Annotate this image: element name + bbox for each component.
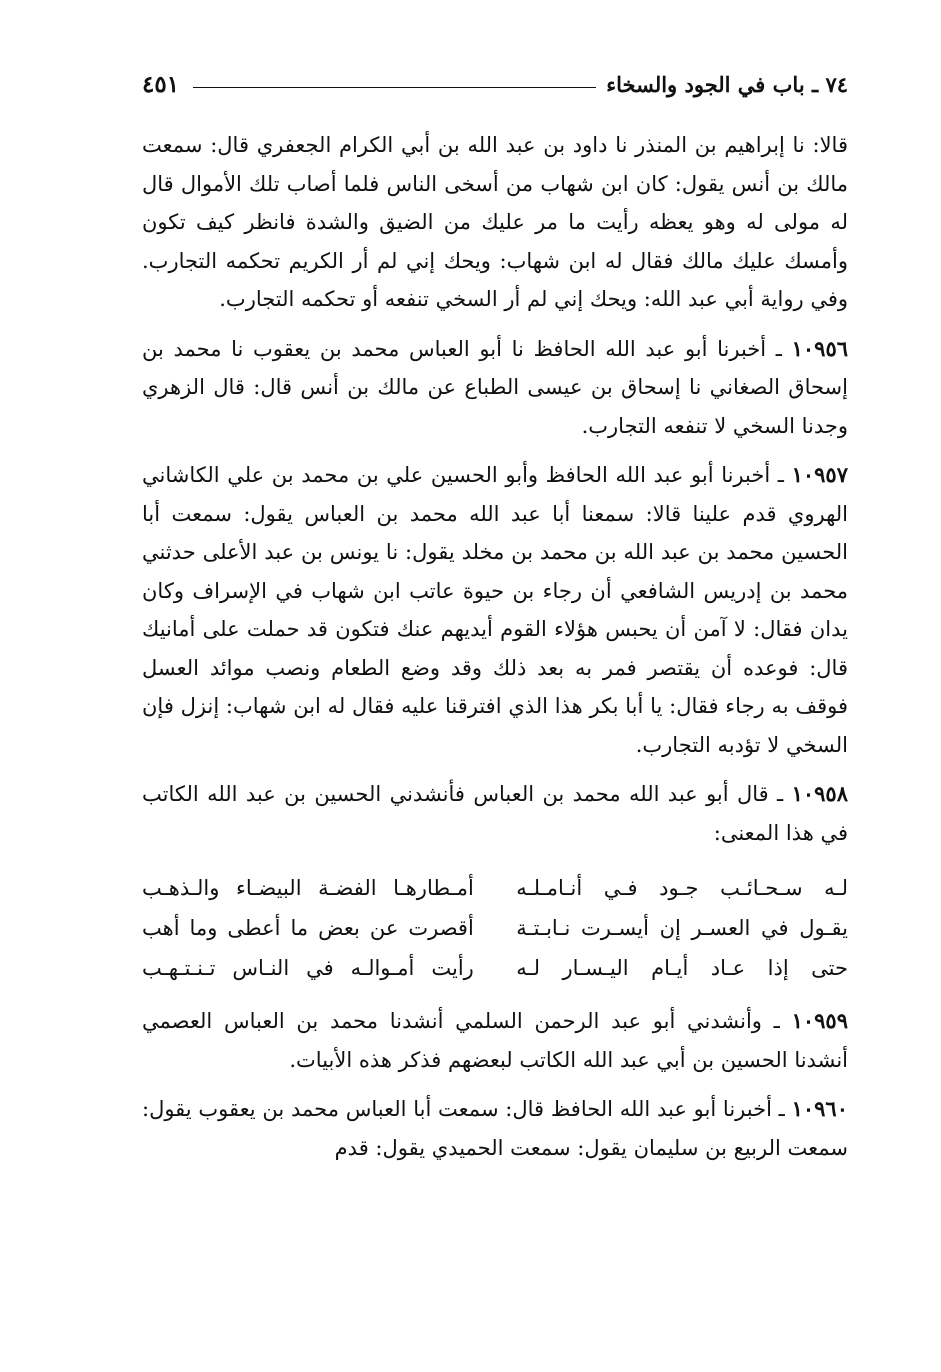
hadith-number: ١٠٩٥٧ bbox=[791, 462, 848, 487]
paragraph-text: ـ قال أبو عبد الله محمد بن العباس فأنشدني الحسين بن عبد الله الكاتب في هذا المعنى: bbox=[142, 782, 848, 845]
poem bbox=[142, 868, 848, 988]
hadith-paragraph bbox=[142, 1002, 848, 1079]
poem-verse bbox=[142, 908, 848, 948]
running-header bbox=[142, 62, 848, 106]
verse-second-hemistich: أقصرت عن بعض ما أعطى وما أهب bbox=[142, 916, 474, 940]
hadith-number: ١٠٩٥٦ bbox=[791, 335, 849, 361]
hadith-paragraph bbox=[142, 330, 848, 446]
hadith-paragraph bbox=[142, 775, 848, 852]
paragraph-text: ـ أخبرنا أبو عبد الله الحافظ نا أبو العباس محمد بن يعقوب نا محمد بن إسحاق الصغاني نا إسحاق بن عيسى الطباع عن مالك بن أنس قال: قال الزهري وجدنا السخي لا تنفعه التجارب. bbox=[142, 336, 848, 438]
verse-first-hemistich: لـه سـحـائـب جـود فـي أنـامـلـه bbox=[516, 876, 848, 900]
paragraph-text: ـ أخبرنا أبو عبد الله الحافظ قال: سمعت أبا العباس محمد بن يعقوب يقول: سمعت الربيع بن سليمان يقول: سمعت الحميدي يقول: قدم bbox=[142, 1097, 848, 1160]
hadith-number: ١٠٩٥٨ bbox=[791, 781, 848, 806]
paragraph-continuation bbox=[142, 126, 848, 319]
hadith-number: ١٠٩٦٠ bbox=[791, 1096, 848, 1121]
poem-verse bbox=[142, 948, 848, 988]
paragraph-text: ـ وأنشدني أبو عبد الرحمن السلمي أنشدنا محمد بن العباس العصمي أنشدنا الحسين بن أبي عبد الله الكاتب لبعضهم فذكر هذه الأبيات. bbox=[142, 1009, 848, 1072]
paragraph-text: قالا: نا إبراهيم بن المنذر نا داود بن عبد الله بن أبي الكرام الجعفري قال: سمعت مالك بن أنس يقول: كان ابن شهاب من أسخى الناس فلما أصاب تلك الأموال قال له مولى له وهو يعظه رأيت ما مر عليك من الضيق والشدة فانظر كيف تكون وأمسك عليك مالك فقال له ابن شهاب: ويحك إني لم أر الكريم تحكمه التجارب. وفي رواية أبي عبد الله: ويحك إني لم أر السخي تنفعه أو تحكمه التجارب. bbox=[142, 133, 848, 311]
page-number: ٤٥١ bbox=[142, 70, 180, 98]
chapter-title: ٧٤ ـ باب في الجود والسخاء bbox=[606, 71, 848, 97]
verse-first-hemistich: حتى إذا عـاد أيـام اليـسـار لـه bbox=[516, 956, 848, 980]
hadith-paragraph bbox=[142, 1090, 848, 1167]
verse-second-hemistich: أمـطارهـا الفضـة البيضـاء والـذهـب bbox=[142, 876, 474, 900]
verse-second-hemistich: رأيت أمـوالـه في النـاس تـنـتـهـب bbox=[142, 956, 474, 980]
header-rule bbox=[193, 87, 596, 88]
verse-first-hemistich: يقـول في العسـر إن أيسـرت نـابـتـة bbox=[516, 916, 848, 940]
hadith-number: ١٠٩٥٩ bbox=[791, 1008, 848, 1033]
hadith-paragraph bbox=[142, 456, 848, 764]
poem-verse bbox=[142, 868, 848, 908]
book-page bbox=[142, 62, 848, 1178]
paragraph-text: ـ أخبرنا أبو عبد الله الحافظ وأبو الحسين علي بن محمد بن علي الكاشاني الهروي قدم علينا قالا: سمعنا أبا عبد الله محمد بن العباس يقول: سمعت أبا الحسين محمد بن عبد الله بن محمد بن مخلد يقول: نا يونس بن عبد الأعلى حدثني محمد بن إدريس الشافعي أن رجاء بن حيوة عاتب ابن شهاب في الإسراف وكان يدان فقال: لا آمن أن يحبس هؤلاء القوم أيديهم عنك فتكون قد حملت على أمانيك قال: فوعده أن يقتصر فمر به بعد ذلك وقد وضع الطعام ونصب موائد العسل فوقف به رجاء فقال: يا أبا بكر هذا الذي افترقنا عليه فقال له ابن شهاب: إنزل فإن السخي لا تؤدبه التجارب. bbox=[142, 463, 848, 757]
